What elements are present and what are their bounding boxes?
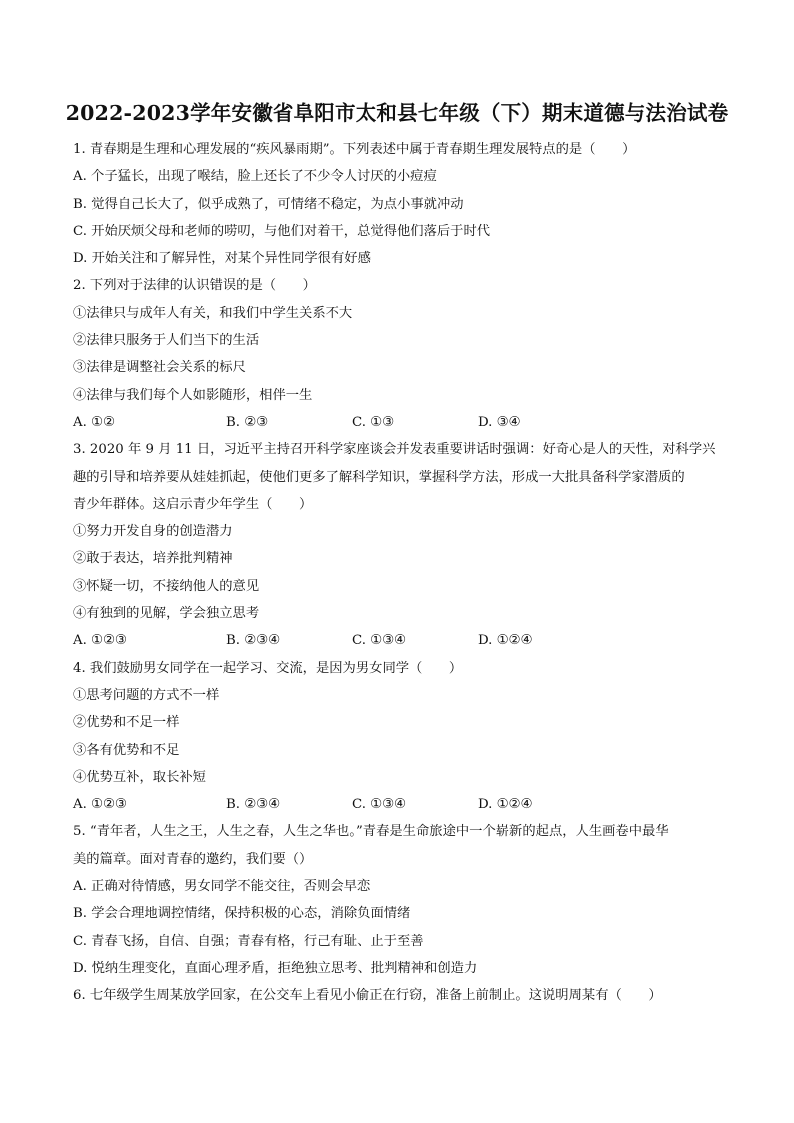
question-item: C. 青春飞扬，自信、自强；青春有格，行己有耻、止于至善 bbox=[73, 933, 424, 949]
question-item: A. 正确对待情感，男女同学不能交往，否则会早恋 bbox=[73, 879, 371, 895]
answer-options bbox=[73, 791, 733, 818]
question-item: C. 开始厌烦父母和老师的唠叨，与他们对着干，总觉得他们落后于时代 bbox=[73, 223, 491, 239]
question-3 bbox=[73, 436, 733, 654]
answer-option: D. ①②④ bbox=[478, 633, 533, 649]
question-5 bbox=[73, 818, 733, 982]
answer-option: A. ①②③ bbox=[73, 633, 127, 649]
question-item: D. 悦纳生理变化，直面心理矛盾，拒绝独立思考、批判精神和创造力 bbox=[73, 960, 478, 976]
answer-option: B. ②③④ bbox=[226, 633, 280, 649]
question-item: ④优势互补，取长补短 bbox=[73, 769, 206, 785]
question-stem: 1. 青春期是生理和心理发展的“疾风暴雨期”。下列表述中属于青春期生理发展特点的是（ ） bbox=[73, 142, 636, 157]
question-stem: 6. 七年级学生周某放学回家，在公交车上看见小偷正在行窃，准备上前制止。这说明周某有（ ） bbox=[73, 988, 662, 1004]
answer-option: B. ②③④ bbox=[226, 797, 280, 813]
question-item: B. 觉得自己长大了，似乎成熟了，可情绪不稳定，为点小事就冲动 bbox=[73, 196, 464, 212]
answer-option: C. ①③④ bbox=[352, 633, 406, 649]
answer-option: A. ①②③ bbox=[73, 797, 127, 813]
question-stem: 趣的引导和培养要从娃娃抓起，使他们更多了解科学知识，掌握科学方法，形成一大批具备科学家潜质的 bbox=[73, 469, 685, 485]
question-item: ③法律是调整社会关系的标尺 bbox=[73, 360, 246, 376]
question-item: D. 开始关注和了解异性，对某个异性同学很有好感 bbox=[73, 251, 371, 267]
question-stem: 2. 下列对于法律的认识错误的是（ ） bbox=[73, 278, 316, 294]
question-stem: 美的篇章。面对青春的邀约，我们要（） bbox=[73, 851, 313, 867]
question-stem: 5. “青年者，人生之王，人生之春，人生之华也。”青春是生命旅途中一个崭新的起点，人生画卷中最华 bbox=[73, 824, 669, 840]
question-item: B. 学会合理地调控情绪，保持积极的心态，消除负面情绪 bbox=[73, 906, 411, 922]
question-item: ②优势和不足一样 bbox=[73, 715, 180, 731]
question-stem: 青少年群体。这启示青少年学生（ ） bbox=[73, 496, 313, 512]
question-item: ④有独到的见解，学会独立思考 bbox=[73, 606, 260, 622]
question-item: ①努力开发自身的创造潜力 bbox=[73, 524, 233, 540]
question-2 bbox=[73, 272, 733, 436]
answer-option: D. ③④ bbox=[478, 414, 521, 430]
question-list bbox=[73, 136, 733, 1010]
answer-option: C. ①③④ bbox=[352, 797, 406, 813]
question-item: ②敢于表达，培养批判精神 bbox=[73, 551, 233, 567]
question-6 bbox=[73, 982, 733, 1009]
question-stem: 3. 2020 年 9 月 11 日，习近平主持召开科学家座谈会并发表重要讲话时强调：好奇心是人的天性，对科学兴 bbox=[73, 442, 716, 458]
answer-option: B. ②③ bbox=[226, 414, 269, 430]
question-item: ②法律只服务于人们当下的生活 bbox=[73, 333, 260, 349]
answer-option: A. ①② bbox=[73, 414, 115, 430]
answer-option: D. ①②④ bbox=[478, 797, 533, 813]
question-item: ①法律只与成年人有关，和我们中学生关系不大 bbox=[73, 305, 353, 321]
answer-options bbox=[73, 409, 733, 436]
exam-title: 2022-2023学年安徽省阜阳市太和县七年级（下）期末道德与法治试卷 bbox=[65, 101, 729, 125]
question-item: ④法律与我们每个人如影随形，相伴一生 bbox=[73, 387, 313, 403]
question-item: A. 个子猛长，出现了喉结，脸上还长了不少令人讨厌的小痘痘 bbox=[73, 169, 437, 185]
question-4 bbox=[73, 655, 733, 819]
question-item: ①思考问题的方式不一样 bbox=[73, 687, 220, 703]
answer-option: C. ①③ bbox=[352, 414, 394, 430]
question-item: ③各有优势和不足 bbox=[73, 742, 180, 758]
answer-options bbox=[73, 627, 733, 654]
question-stem: 4. 我们鼓励男女同学在一起学习、交流，是因为男女同学（ ） bbox=[73, 660, 463, 676]
question-1 bbox=[73, 136, 733, 272]
question-item: ③怀疑一切，不接纳他人的意见 bbox=[73, 578, 260, 594]
